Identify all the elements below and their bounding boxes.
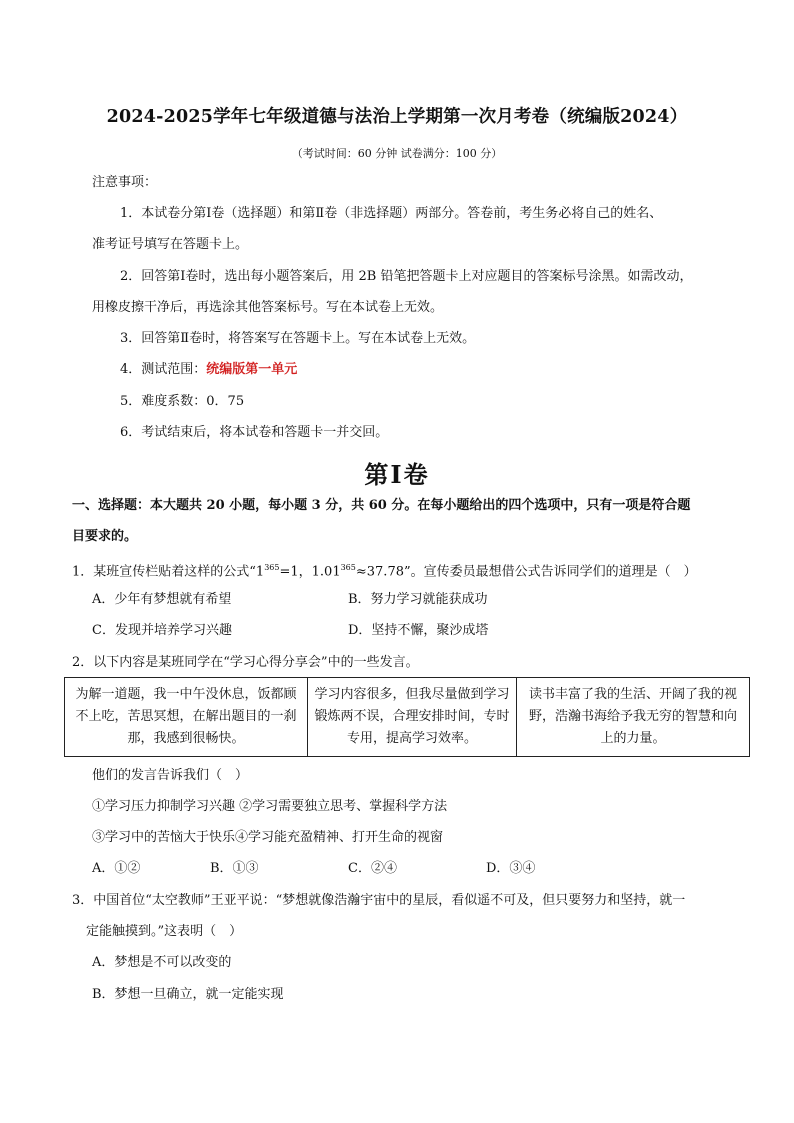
note-2-line-1: 2．回答第Ⅰ卷时，选出每小题答案后，用 2B 铅笔把答题卡上对应题目的答案标号涂黑。如需改动， bbox=[120, 269, 693, 284]
note-2-line-2: 用橡皮擦干净后，再选涂其他答案标号。写在本试卷上无效。 bbox=[92, 300, 444, 315]
q2-statements-1-2: ①学习压力抑制学习兴趣 ②学习需要独立思考、掌握科学方法 bbox=[92, 799, 448, 814]
notes-heading: 注意事项： bbox=[92, 175, 158, 190]
q1-option-a: A．少年有梦想就有希望 bbox=[92, 592, 232, 607]
q2-quotes-table bbox=[64, 677, 750, 757]
q1-exponent-2: 365 bbox=[340, 563, 356, 572]
q1-option-b: B．努力学习就能获成功 bbox=[348, 592, 488, 607]
note-1-line-1: 1．本试卷分第Ⅰ卷（选择题）和第Ⅱ卷（非选择题）两部分。答卷前，考生务必将自己的姓名、 bbox=[120, 206, 663, 221]
q1-option-c: C．发现并培养学习兴趣 bbox=[92, 623, 232, 638]
q1-stem-part-a: 1．某班宣传栏贴着这样的公式“1 bbox=[72, 564, 265, 580]
note-5: 5．难度系数：0．75 bbox=[120, 394, 245, 409]
section-instructions-line-1: 一、选择题：本大题共 20 小题，每小题 3 分，共 60 分。在每小题给出的四个选项中，只有一项是符合题 bbox=[72, 498, 691, 513]
q3-option-b: B．梦想一旦确立，就一定能实现 bbox=[92, 987, 284, 1002]
q1-option-d: D．坚持不懈，聚沙成塔 bbox=[348, 623, 489, 638]
section-instructions-line-2: 目要求的。 bbox=[72, 529, 138, 544]
q2-statements-3-4: ③学习中的苦恼大于快乐④学习能充盈精神、打开生命的视窗 bbox=[92, 830, 444, 845]
exam-subtitle: （考试时间：60 分钟 试卷满分：100 分） bbox=[291, 147, 503, 160]
q3-stem-line-1: 3．中国首位“太空教师”王亚平说：“梦想就像浩瀚宇宙中的星辰，看似遥不可及，但只要努力和坚持，就一 bbox=[72, 893, 686, 908]
q1-stem bbox=[72, 559, 697, 581]
note-4 bbox=[120, 361, 297, 379]
q2-option-b: B．①③ bbox=[210, 861, 259, 876]
note-4-prefix: 4．测试范围： bbox=[120, 362, 207, 377]
test-scope: 统编版第一单元 bbox=[206, 362, 298, 377]
note-1-line-2: 准考证号填写在答题卡上。 bbox=[92, 237, 249, 252]
q1-stem-part-c: ≈37.78”。宣传委员最想借公式告诉同学们的道理是（ ） bbox=[355, 564, 697, 580]
q2-quote-2: 学习内容很多，但我尽量做到学习锻炼两不误，合理安排时间，专时专用，提高学习效率。 bbox=[308, 678, 517, 757]
q1-exponent-1: 365 bbox=[264, 563, 280, 572]
q2-stem: 2．以下内容是某班同学在“学习心得分享会”中的一些发言。 bbox=[72, 655, 419, 670]
q2-option-c: C．②④ bbox=[348, 861, 397, 876]
note-6: 6．考试结束后，将本试卷和答题卡一并交回。 bbox=[120, 425, 389, 440]
q1-stem-part-b: =1，1.01 bbox=[279, 564, 341, 580]
q2-option-d: D．③④ bbox=[486, 861, 536, 876]
q2-option-a: A．①② bbox=[92, 861, 141, 876]
note-3: 3．回答第Ⅱ卷时，将答案写在答题卡上。写在本试卷上无效。 bbox=[120, 331, 476, 346]
q2-quote-3: 读书丰富了我的生活、开阔了我的视野，浩瀚书海给予我无穷的智慧和向上的力量。 bbox=[517, 678, 750, 757]
q2-quote-1: 为解一道题，我一中午没休息，饭都顾不上吃，苦思冥想，在解出题目的一刹那，我感到很畅快。 bbox=[65, 678, 308, 757]
exam-title: 2024-2025学年七年级道德与法治上学期第一次月考卷（统编版2024） bbox=[106, 107, 688, 127]
q3-option-a: A．梦想是不可以改变的 bbox=[92, 955, 232, 970]
q3-stem-line-2: 定能触摸到。”这表明（ ） bbox=[86, 924, 243, 939]
q2-question: 他们的发言告诉我们（ ） bbox=[92, 768, 249, 783]
section-title: 第Ⅰ卷 bbox=[364, 460, 430, 489]
